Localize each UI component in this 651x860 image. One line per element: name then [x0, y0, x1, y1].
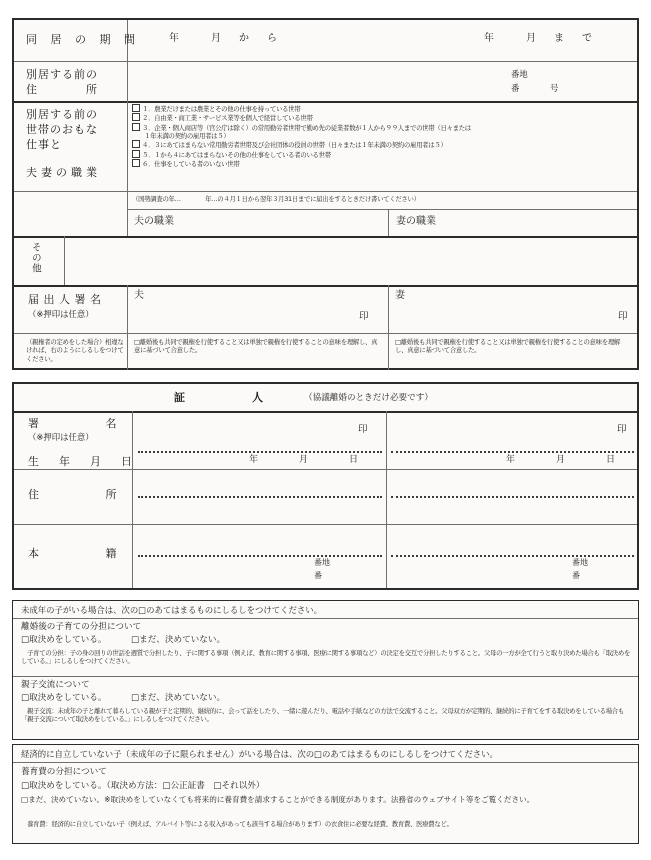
- minor-section1-title: 離婚後の子育ての分担について: [21, 622, 142, 632]
- witness-birthdate-right[interactable]: 年 月 日: [506, 455, 617, 465]
- wife-seal-marker: 印: [618, 311, 628, 322]
- support-section-title: 養育費の分担について: [21, 767, 107, 777]
- address-before-label-line1: 別居する前の: [26, 68, 98, 81]
- address-before-gou: 号: [550, 83, 559, 93]
- occupation-option-4[interactable]: [132, 140, 634, 149]
- occupation-option-4-label: ４．３にあてはまらない常用勤労者世帯及び会社団体の役員の世帯（日々または１年未満の契約の雇用者は５）: [142, 141, 447, 150]
- checkbox-icon[interactable]: [132, 113, 140, 121]
- cohabitation-from[interactable]: 年 月 か ら: [169, 33, 281, 44]
- rule-row5: [14, 285, 637, 287]
- cohabitation-label: 同 居 の 期 間: [26, 33, 140, 46]
- witness-honseki-dotted-left: [138, 555, 382, 557]
- checkbox-icon[interactable]: [132, 159, 140, 167]
- witness-birth-rule: [14, 469, 637, 470]
- occupation-option-3-label: ３．企業・個人商店等（官公庁は除く）の常用勤労者世帯で勤め先の従業者数が１人から９９人までの世帯（日々または: [142, 123, 471, 132]
- witness-signature-label-line2: （※押印は任意）: [28, 432, 94, 442]
- husband-seal-marker: 印: [359, 311, 369, 322]
- witness-honseki-label: 本 籍: [28, 547, 121, 560]
- husband-occupation-field[interactable]: 夫の職業: [134, 216, 174, 227]
- occupation-label-line4: 夫妻の職業: [26, 166, 101, 179]
- address-before-label-line2: 住 所: [26, 83, 98, 96]
- witness-honseki-dotted-right: [391, 555, 634, 557]
- support-heading: 経済的に自立していない子（未成年の子に限られません）がいる場合は、次の□のあてはまるものにしるしをつけてください。: [21, 749, 498, 759]
- occupation-label-line2: 世帯のおもな: [26, 123, 98, 136]
- rule-row6: [14, 333, 637, 334]
- minor-heading-rule: [13, 618, 638, 619]
- occupation-option-1[interactable]: [132, 104, 634, 113]
- minor-section1-choice-1[interactable]: □取決めをしている。: [21, 635, 107, 645]
- wife-occupation-field[interactable]: 妻の職業: [396, 216, 436, 227]
- support-heading-rule: [13, 762, 638, 763]
- cohabitation-to[interactable]: 年 月 ま で: [484, 33, 596, 44]
- minor-children-block: [12, 600, 639, 740]
- occupation-option-5-label: ５．１から４にあてはまらないその他の仕事をしている者のいる世帯: [142, 150, 331, 159]
- support-choice-2[interactable]: □まだ、決めていない。※取決めをしていなくても将来的に養育費を請求することができる制度があります。法務省のウェブサイト等をご覧ください。: [21, 795, 535, 804]
- minor-section2-choice-1[interactable]: □取決めをしている。: [21, 693, 107, 703]
- witness-header-title: 証 人: [174, 391, 265, 404]
- address-before-ban: 番: [511, 83, 520, 93]
- signature-side-note: （親権者の定めをした場合）相違なければ、右のようにしるしをつけてください。: [26, 338, 124, 363]
- minor-heading: 未成年の子がいる場合は、次の□のあてはまるものにしるしをつけてください。: [21, 605, 323, 615]
- vrule-husband-wife: [388, 209, 389, 236]
- checkbox-icon[interactable]: [132, 150, 140, 158]
- witness-address-label: 住 所: [28, 488, 121, 501]
- checkbox-icon[interactable]: [132, 123, 140, 131]
- rule-census: [127, 209, 637, 210]
- checkbox-icon[interactable]: [132, 140, 140, 148]
- witness-signature-label-line1: 署 名: [28, 417, 121, 430]
- witness-honseki-banchi-left: 番地: [314, 558, 330, 567]
- husband-signature-marker[interactable]: 夫: [134, 290, 144, 301]
- support-choice-1[interactable]: □取決めをしている。（取決め方法：□公正証書 □それ以外）: [21, 781, 265, 791]
- witness-header-rule: [14, 411, 637, 413]
- witness-address-dotted-right: [391, 496, 634, 498]
- witness-signature-dotted-left: [138, 451, 382, 453]
- witness-seal-right: 印: [617, 424, 627, 435]
- rule-row1: [14, 61, 637, 62]
- occupation-option-3-cont-label: １年未満の契約の雇用者は５）: [132, 131, 230, 140]
- occupation-option-2-label: ２．自由業・商工業・サービス業等を個人で経営している世帯: [142, 114, 313, 123]
- signature-label-line2: （※押印は任意）: [28, 309, 94, 319]
- witness-block: [12, 382, 639, 590]
- witness-honseki-ban-right: 番: [572, 571, 580, 580]
- wife-consent-text[interactable]: □離婚後も共同で親権を行使すること又は単独で親権を行使することの意味を理解し、真意に基づいて合意した。: [395, 338, 620, 355]
- rule-row2: [14, 101, 637, 103]
- checkbox-icon[interactable]: [132, 104, 140, 112]
- vrule-other-label: [64, 236, 65, 285]
- other-label: その他: [29, 242, 41, 274]
- vrule-label-col: [127, 20, 128, 236]
- witness-vrule-label: [132, 411, 133, 588]
- occupation-option-6-label: ６．仕事をしている者のいない世帯: [142, 159, 240, 168]
- occupation-label-line1: 別居する前の: [26, 108, 98, 121]
- witness-header-note: （協議離婚のときだけ必要です）: [304, 393, 433, 403]
- rule-row4: [14, 236, 637, 238]
- occupation-option-3[interactable]: [132, 123, 634, 132]
- witness-seal-left: 印: [358, 424, 368, 435]
- census-note: （国勢調査の年… 年…の４月１日から翌年３月31日までに届出をするときだけ書いてください）: [132, 195, 420, 203]
- address-before-banchi: 番地: [511, 69, 528, 79]
- vrule-sign-split: [388, 285, 389, 370]
- occupation-option-2[interactable]: [132, 113, 634, 122]
- witness-vrule-split: [386, 411, 387, 588]
- witness-address-dotted-left: [138, 496, 382, 498]
- occupation-option-1-label: １．農業だけまたは農業とその他の仕事を持っている世帯: [142, 105, 301, 113]
- witness-address-rule: [14, 524, 637, 525]
- child-support-block: [12, 744, 639, 844]
- husband-consent-text[interactable]: □離婚後も共同で親権を行使すること又は単独で親権を行使することの意味を理解し、真意に基づいて合意した。: [134, 338, 378, 355]
- wife-signature-marker[interactable]: 妻: [395, 290, 405, 301]
- witness-honseki-ban-left: 番: [314, 571, 322, 580]
- witness-birthdate-label: 生 年 月 日: [28, 455, 137, 468]
- minor-section1-body: 子育ての分担：子の身の回りの世話を週質で分担したり、子に関する事項（例えば、教育に関する事項、医療に関する事項など）の決定を交互で分担したりすること。父母の一方が全て行うと取り決めた場合も「取決めをしている。」にしるしをつけてください。: [21, 649, 631, 666]
- minor-section1-choice-2[interactable]: □まだ、決めていない。: [131, 635, 226, 645]
- main-form-block: [12, 18, 639, 370]
- support-note: 養育費：経済的に自立していない子（例えば、アルバイト等による収入があっても該当する場合があります）の衣食住に必要な経費、教育費、医療費など。: [21, 820, 453, 828]
- occupation-option-5[interactable]: [132, 150, 634, 159]
- occupation-option-3-cont: [132, 132, 634, 140]
- signature-label-line1: 届出人署名: [28, 293, 106, 306]
- witness-honseki-banchi-right: 番地: [572, 558, 588, 567]
- minor-section-rule: [13, 676, 638, 677]
- witness-birthdate-left[interactable]: 年 月 日: [249, 455, 360, 465]
- witness-signature-dotted-right: [391, 451, 634, 453]
- minor-section2-title: 親子交流について: [21, 680, 90, 690]
- vrule-sign-label: [127, 285, 128, 370]
- occupation-label-line3: 仕事と: [26, 138, 62, 151]
- occupation-options-list: [132, 104, 634, 168]
- rule-row3: [14, 191, 637, 192]
- minor-section2-body: 親子交流：未成年の子と離れて暮らしている親が子と定期的、継続的に、会って話をしたり、一緒に遊んだり、電話や手紙などの方法で交流すること。父母双方が定期的、継続的に子育てをする取決めをしている場合も「親子交流について取決めをしている。」にしるしをつけてください。: [21, 707, 624, 724]
- occupation-option-6[interactable]: [132, 159, 634, 168]
- minor-section2-choice-2[interactable]: □まだ、決めていない。: [131, 693, 226, 703]
